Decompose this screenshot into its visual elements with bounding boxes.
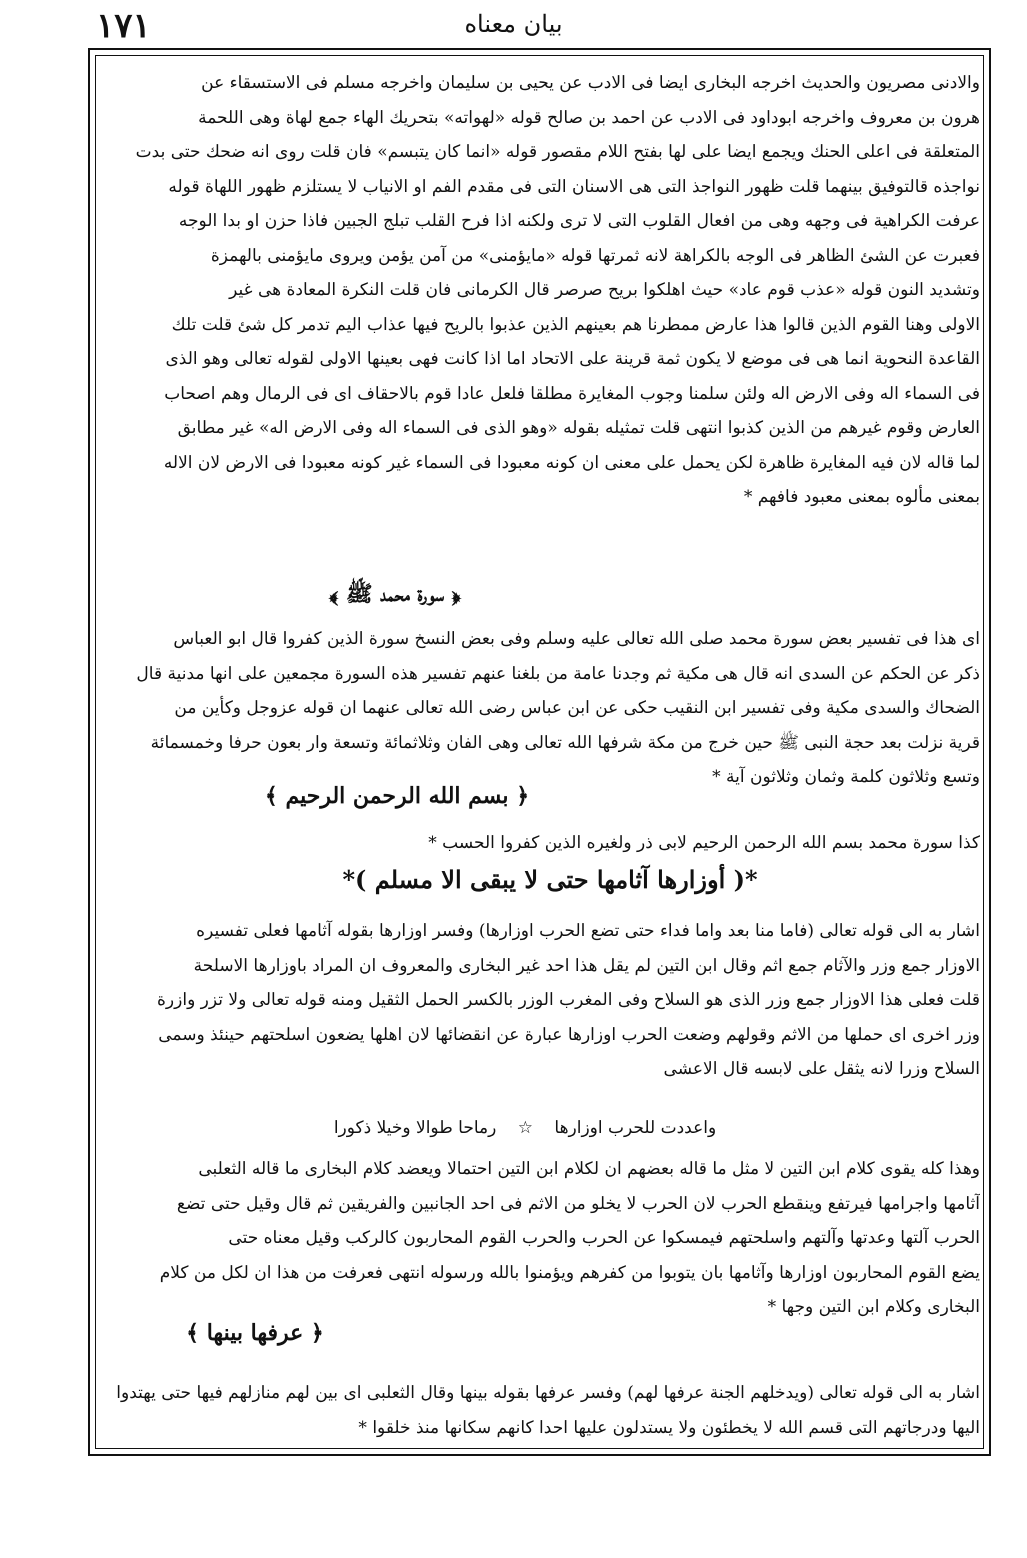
poetry-hemistich-right: واعددت للحرب اوزارها [554, 1118, 717, 1138]
text-line: الاوزار جمع وزر والآثام جمع اثم وقال ابن التين لم يقل هذا احد غير البخارى والمعروف ان المراد باوزارها الاسلحة [193, 955, 980, 976]
text-line: قلت فعلى هذا الاوزار جمع وزر الذى هو السلاح وفى المغرب الوزر بالكسر الحمل الثقيل ومنه قوله تعالى ولا تزر وازرة [157, 990, 980, 1010]
ending-block [100, 1376, 980, 1445]
text-line: اشار به الى قوله تعالى (ويدخلهم الجنة عرفها لهم) وفسر عرفها بقوله بينها وقال الثعلبى اى بين لهم منازلهم فيها حتى يهتدوا [116, 1383, 980, 1403]
text-line: وتشديد النون قوله «عذب قوم عاد» حيث اهلكوا بريح صرصر قال الكرمانى فان قلت النكرة المعادة هى غير [229, 280, 980, 300]
text-line: اى هذا فى تفسير بعض سورة محمد صلى الله تعالى عليه وسلم وفى بعض النسخ سورة الذين كفروا قال ابو العباس [173, 629, 980, 649]
verse-commentary-block [100, 914, 980, 1087]
text-line: اليها ودرجاتهم التى قسم الله لا يخطئون ولا يستدلون عليها احدا كانهم سكانها منذ خلقوا * [358, 1417, 980, 1438]
text-line: هرون بن معروف واخرجه ابوداود فى الادب عن احمد بن صالح قوله «لهواته» بتحريك الهاء جمع لهاة وهى اللحمة [198, 107, 980, 128]
basmala-note-block [100, 826, 980, 861]
text-line: السلاح وزرا لانه يثقل على لابسه قال الاعشى [663, 1059, 980, 1079]
text-line: فى السماء اله وفى الارض اله ولئن سلمنا وجوب المغايرة مطلقا فلعل عادا قوم بالاحقاف اى فى الرمال وهم اصحاب [164, 383, 980, 404]
commentary-block-top [100, 66, 980, 515]
text-line: وزر اخرى اى حملها من الاثم وقولهم وضعت الحرب اوزارها عبارة عن انقضائها لان اهلها يضعون اسلحتهم حينئذ وسمى [158, 1024, 980, 1045]
text-line: اشار به الى قوله تعالى (فاما منا بعد واما فداء حتى تضع الحرب اوزارها) وفسر اوزارها بقوله آثامها فعلى تفسيره [196, 921, 980, 941]
surah-intro-block [100, 622, 980, 795]
text-line: العارض وقوم غيرهم من الذين كذبوا انتهى قلت تمثيله بقوله «وهو الذى فى السماء اله وفى الارض اله» غير مطابق [177, 418, 980, 438]
text-line: البخارى وكلام ابن التين وجها * [767, 1297, 980, 1317]
text-line: لما قاله لان فيه المغايرة ظاهرة لكن يحمل على معنى ان كونه معبودا فى السماء غير كونه معبودا فى الارض لان الاله [163, 452, 980, 473]
text-line: وهذا كله يقوى كلام ابن التين لا مثل ما قاله بعضهم ان لكلام ابن التين احتمالا ويعضد كلام البخارى ما قاله الثعلبى [198, 1159, 980, 1179]
text-line: يضع القوم المحاربون اوزارها وآثامها بان يتوبوا من كفرهم ويؤمنوا بالله ورسوله انتهى فعرفت من هذا ان لكل من كلام [159, 1262, 980, 1283]
text-line: القاعدة النحوية انما هى فى موضع لا يكون ثمة قرينة على الاتحاد اما اذا كانت فهى بعينها الاولى لقوله تعالى وهو الذى [165, 349, 980, 369]
star-separator-icon: ☆ [517, 1118, 533, 1138]
arrafaha-heading: ﴿ عرفها بينها ﴾ [186, 1320, 324, 1346]
text-line: فعبرت عن الشئ الظاهر فى الوجه بالكراهة لانه ثمرتها قوله «مايؤمنى» من آمن يؤمن ويروى مايؤمنى بالهمزة [210, 245, 980, 266]
poetry-hemistich-left: رماحا طوالا وخيلا ذكورا [333, 1118, 497, 1138]
commentary-block-2 [100, 1152, 980, 1325]
page-number: ١٧١ [96, 6, 151, 46]
text-line: ذكر عن الحكم عن السدى انه قال هى مكية ثم وجدنا عامة من بلغنا عنهم تفسير هذه السورة مجمعين على انها مدنية قال [136, 663, 980, 684]
text-line: عرفت الكراهية فى وجهه وهى من افعال القلوب التى لا ترى ولكنه اذا فرح القلب تبلج الجبين فاذا حزن او بدا الوجه [178, 211, 980, 231]
text-line: قرية نزلت بعد حجة النبى ﷺ حين خرج من مكة شرفها الله تعالى وهى الفان وثلاثمائة وتسعة وار بعون حرفا وخمسمائة [150, 732, 980, 753]
text-line: الحرب آلتها وعدتها وآلتهم واسلحتهم فيمسكوا عن الحرب والحرب القوم المحاربون كالركب وقيل معناه حتى [228, 1228, 980, 1248]
text-line: آثامها واجرامها فيرتفع وينقطع الحرب لان الحرب لا يخلو من الاثم فى احد الجانبين والفريقين ثم قال وقيل حتى تضع [176, 1193, 980, 1214]
text-line: الاولى وهنا القوم الذين قالوا هذا عارض ممطرنا هم بعينهم الذين عذبوا بالريح فيها عذاب اليم تدمر كل شئ قلت تلك [171, 314, 980, 335]
text-line: كذا سورة محمد بسم الله الرحمن الرحيم لابى ذر ولغيره الذين كفروا الحسب * [428, 833, 980, 853]
surah-heading: ﴿ سورة محمد ﷺ ﴾ [329, 581, 461, 607]
poetry-verse [290, 1118, 760, 1138]
running-head: بيان معناه [464, 10, 563, 38]
text-line: وتسع وثلاثون كلمة وثمان وثلاثون آية * [712, 767, 980, 787]
text-line: الضحاك والسدى مكية وفى تفسير ابن النقيب حكى عن ابن عباس رضى الله تعالى عنهما ان قوله عزوجل وكأين من [174, 698, 980, 718]
text-line: نواجذه قالتوفيق بينهما قلت ظهور النواجذ التى هى الاسنان التى فى مقدم الفم او الانياب لا يستلزم ظهور اللهاة قوله [168, 176, 980, 197]
basmala-heading: ﴿ بسم الله الرحمن الرحيم ﴾ [264, 783, 530, 809]
text-line: بمعنى مألوه بمعنى معبود فافهم * [743, 487, 980, 507]
text-line: المتعلقة فى اعلى الحنك ويجمع ايضا على لها بفتح اللام مقصور قوله «انما كان يتبسم» فان قلت روى انه ضحك حتى بدت [135, 142, 980, 162]
text-line: والادنى مصريون والحديث اخرجه البخارى ايضا فى الادب عن يحيى بن سليمان واخرجه مسلم فى الاستسقاء عن [201, 73, 980, 93]
verse-heading: *( أوزارها آثامها حتى لا يبقى الا مسلم )* [342, 865, 758, 894]
